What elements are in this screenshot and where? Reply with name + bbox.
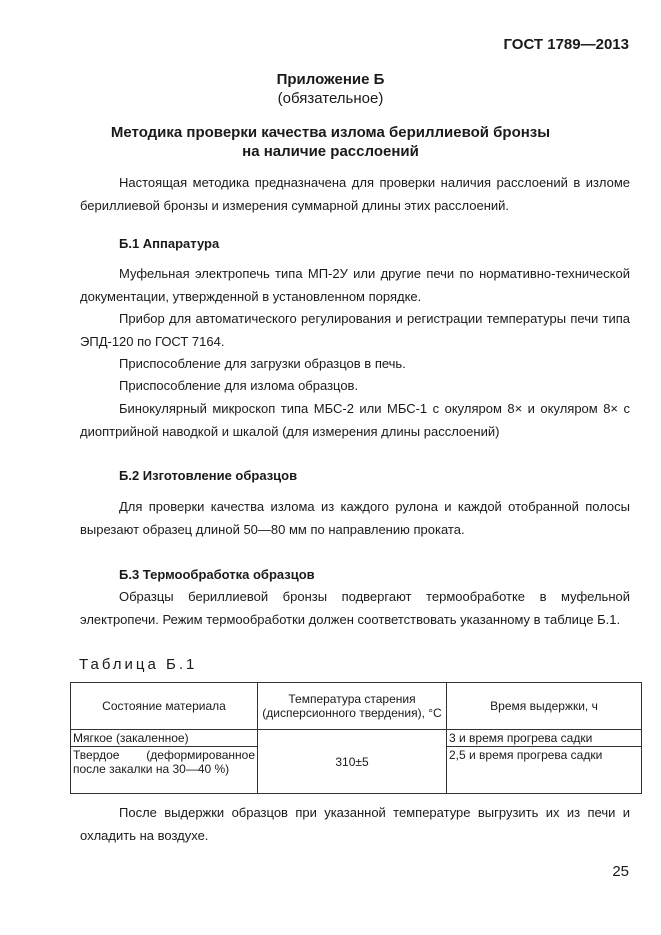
table-cell-temperature: 310±5 <box>258 730 447 794</box>
table-header-time: Время выдержки, ч <box>447 683 642 730</box>
appendix-status: (обязательное) <box>277 90 384 107</box>
section-1-paragraph-5: Бинокулярный микроскоп типа МБС-2 или МБС-1 с окуляром 8× и окуляром 8× с диоптрийной наводкой и шкалой (для измерения длины расслоений) <box>80 401 630 439</box>
section-3-heading: Б.3 Термообработка образцов <box>119 567 315 582</box>
method-title <box>0 123 661 161</box>
method-title-line1: Методика проверки качества излома бериллиевой бронзы <box>110 124 551 141</box>
table-header-row <box>71 683 642 730</box>
table-header-state: Состояние материала <box>71 683 258 730</box>
section-1-paragraph-3: Приспособление для загрузки образцов в печь. <box>119 356 406 371</box>
section-1-paragraph-4: Приспособление для излома образцов. <box>119 378 359 393</box>
appendix-title: Приложение Б <box>276 71 385 88</box>
thermal-treatment-table <box>70 682 642 794</box>
section-2-heading: Б.2 Изготовление образцов <box>119 468 298 483</box>
closing-paragraph: После выдержки образцов при указанной температуре выгрузить их из печи и охладить на воздухе. <box>80 805 630 843</box>
section-1-heading: Б.1 Аппаратура <box>119 236 220 251</box>
table-header-temperature: Температура старения (дисперсионного твердения), °С <box>258 683 447 730</box>
section-2-paragraph-1: Для проверки качества излома из каждого рулона и каждой отобранной полосы вырезают образец длиной 50—80 мм по направлению проката. <box>80 499 630 537</box>
table-caption: Таблица Б.1 <box>79 656 198 673</box>
standard-code: ГОСТ 1789—2013 <box>503 36 629 53</box>
page-number: 25 <box>612 863 629 880</box>
section-1-paragraph-1: Муфельная электропечь типа МП-2У или другие печи по нормативно-технической документации, утвержденной в установленном порядке. <box>80 266 630 304</box>
section-3-paragraph-1: Образцы бериллиевой бронзы подвергают термообработке в муфельной электропечи. Режим термообработки должен соответствовать указанному в таблице Б.1. <box>80 589 630 627</box>
table-cell-state: Твердое (деформированное после закалки на 30—40 %) <box>71 747 258 794</box>
table-cell-state: Мягкое (закаленное) <box>71 730 258 747</box>
method-title-line2: на наличие расслоений <box>242 143 419 160</box>
table-row <box>71 730 642 747</box>
table-cell-time: 2,5 и время прогрева садки <box>447 747 642 794</box>
section-1-paragraph-2: Прибор для автоматического регулирования и регистрации температуры печи типа ЭПД-120 по ГОСТ 7164. <box>80 311 630 349</box>
table-cell-time: 3 и время прогрева садки <box>447 730 642 747</box>
intro-paragraph: Настоящая методика предназначена для проверки наличия расслоений в изломе бериллиевой бронзы и измерения суммарной длины этих расслоений. <box>80 175 630 213</box>
